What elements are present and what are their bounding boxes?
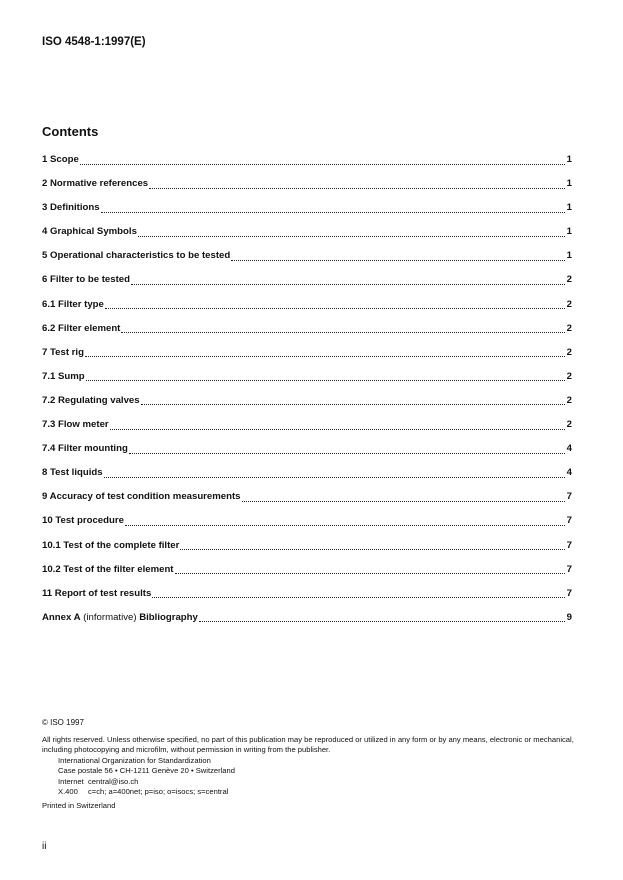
toc-entry[interactable] — [42, 244, 572, 268]
toc-entry[interactable] — [42, 582, 572, 606]
toc-entry-page: 7 — [566, 491, 572, 503]
dot-leader — [149, 179, 565, 190]
internet-label: Internet — [58, 776, 84, 786]
toc-entry-page: 7 — [566, 563, 572, 575]
toc-entry-title: 6 Filter to be tested — [42, 274, 130, 286]
toc-entry-page: 2 — [566, 394, 572, 406]
toc-entry-title: 7.3 Flow meter — [42, 419, 109, 431]
toc-entry-page: 1 — [566, 178, 572, 190]
dot-leader — [152, 588, 565, 599]
dot-leader — [104, 468, 565, 479]
annex-type: (informative) — [80, 611, 140, 623]
toc-entry[interactable] — [42, 268, 572, 292]
dot-leader — [85, 347, 565, 358]
toc-entry[interactable] — [42, 220, 572, 244]
toc-entry-page: 1 — [566, 202, 572, 214]
toc-entry-title: 3 Definitions — [42, 202, 100, 214]
toc-entry-title: 10 Test procedure — [42, 515, 124, 527]
dot-leader — [242, 492, 565, 503]
document-reference: ISO 4548-1:1997(E) — [42, 36, 146, 48]
internet-row — [58, 777, 577, 788]
toc-entry-page: 2 — [566, 322, 572, 334]
dot-leader — [101, 203, 565, 214]
toc-entry-annex[interactable] — [42, 606, 572, 630]
toc-entry[interactable] — [42, 485, 572, 509]
toc-entry-page: 7 — [566, 539, 572, 551]
dot-leader — [138, 227, 565, 238]
annex-label: Annex A — [42, 611, 81, 623]
toc-entry[interactable] — [42, 461, 572, 485]
internet-address[interactable]: central@iso.ch — [88, 776, 139, 786]
toc-entry-title: 5 Operational characteristics to be tested — [42, 250, 231, 262]
toc-entry[interactable] — [42, 293, 572, 317]
dot-leader — [129, 444, 565, 455]
toc-entry[interactable] — [42, 172, 572, 196]
dot-leader — [231, 251, 565, 262]
toc-entry-title: 8 Test liquids — [42, 467, 103, 479]
x400-label: X.400 — [58, 787, 78, 796]
dot-leader — [110, 420, 565, 431]
dot-leader — [199, 612, 565, 623]
toc-entry[interactable] — [42, 558, 572, 582]
copyright-mark: © ISO 1997 — [42, 718, 84, 727]
toc-entry[interactable] — [42, 413, 572, 437]
toc-entry-page: 1 — [566, 226, 572, 238]
toc-entry-title: 6.2 Filter element — [42, 322, 121, 334]
dot-leader — [125, 516, 565, 527]
toc-entry-page: 4 — [566, 443, 572, 455]
toc-entry[interactable] — [42, 341, 572, 365]
page-number: ii — [42, 841, 47, 852]
dot-leader — [105, 299, 565, 310]
table-of-contents — [42, 148, 572, 630]
dot-leader — [141, 395, 565, 406]
toc-entry-page: 9 — [566, 611, 572, 623]
dot-leader — [175, 564, 565, 575]
toc-entry-title: 7.4 Filter mounting — [42, 443, 128, 455]
toc-entry[interactable] — [42, 148, 572, 172]
toc-entry-page: 1 — [566, 250, 572, 262]
copyright-block — [42, 718, 577, 811]
toc-entry-title: 10.1 Test of the complete filter — [42, 539, 180, 551]
toc-entry-page: 7 — [566, 515, 572, 527]
dot-leader — [80, 155, 565, 166]
postal-address: Case postale 56 • CH-1211 Genève 20 • Switzerland — [58, 766, 235, 775]
toc-entry-title: 7.2 Regulating valves — [42, 394, 140, 406]
toc-entry[interactable] — [42, 196, 572, 220]
dot-leader — [131, 275, 565, 286]
toc-entry-title: 10.2 Test of the filter element — [42, 563, 174, 575]
toc-entry-title: 2 Normative references — [42, 178, 149, 190]
toc-entry-title: 1 Scope — [42, 154, 79, 165]
toc-entry-title: 7 Test rig — [42, 346, 84, 358]
toc-entry-page: 2 — [566, 370, 572, 382]
contents-heading: Contents — [42, 124, 99, 139]
toc-entry-page: 1 — [566, 154, 572, 165]
toc-entry-page: 2 — [566, 298, 572, 310]
rights-statement: All rights reserved. Unless otherwise specified, no part of this publication may be reproduced or utilized in any form or by any means, electronic or mechanical, including photocopying and microfilm, without permission in writing from the publisher. — [42, 734, 574, 754]
toc-entry-title: 11 Report of test results — [42, 587, 152, 599]
x400-row — [58, 787, 577, 798]
toc-entry[interactable] — [42, 509, 572, 533]
publisher-address — [42, 756, 577, 798]
toc-entry[interactable] — [42, 534, 572, 558]
dot-leader — [121, 323, 565, 334]
toc-entry[interactable] — [42, 437, 572, 461]
dot-leader — [86, 371, 565, 382]
toc-entry-title: 9 Accuracy of test condition measurements — [42, 491, 241, 503]
toc-entry-title: 4 Graphical Symbols — [42, 226, 137, 238]
dot-leader — [180, 540, 565, 551]
annex-title: Bibliography — [139, 611, 198, 623]
toc-entry-title — [42, 606, 198, 630]
toc-entry[interactable] — [42, 317, 572, 341]
toc-entry-title: 7.1 Sump — [42, 370, 85, 382]
toc-entry-page: 7 — [566, 587, 572, 599]
toc-entry-page: 2 — [566, 274, 572, 286]
toc-entry-page: 2 — [566, 346, 572, 358]
toc-entry[interactable] — [42, 389, 572, 413]
x400-address: c=ch; a=400net; p=iso; o=isocs; s=central — [88, 787, 229, 796]
toc-entry[interactable] — [42, 365, 572, 389]
toc-entry-page: 4 — [566, 467, 572, 479]
toc-entry-page: 2 — [566, 419, 572, 431]
organization-name: International Organization for Standardization — [58, 755, 211, 765]
toc-entry-title: 6.1 Filter type — [42, 298, 104, 310]
printed-location: Printed in Switzerland — [42, 800, 116, 810]
